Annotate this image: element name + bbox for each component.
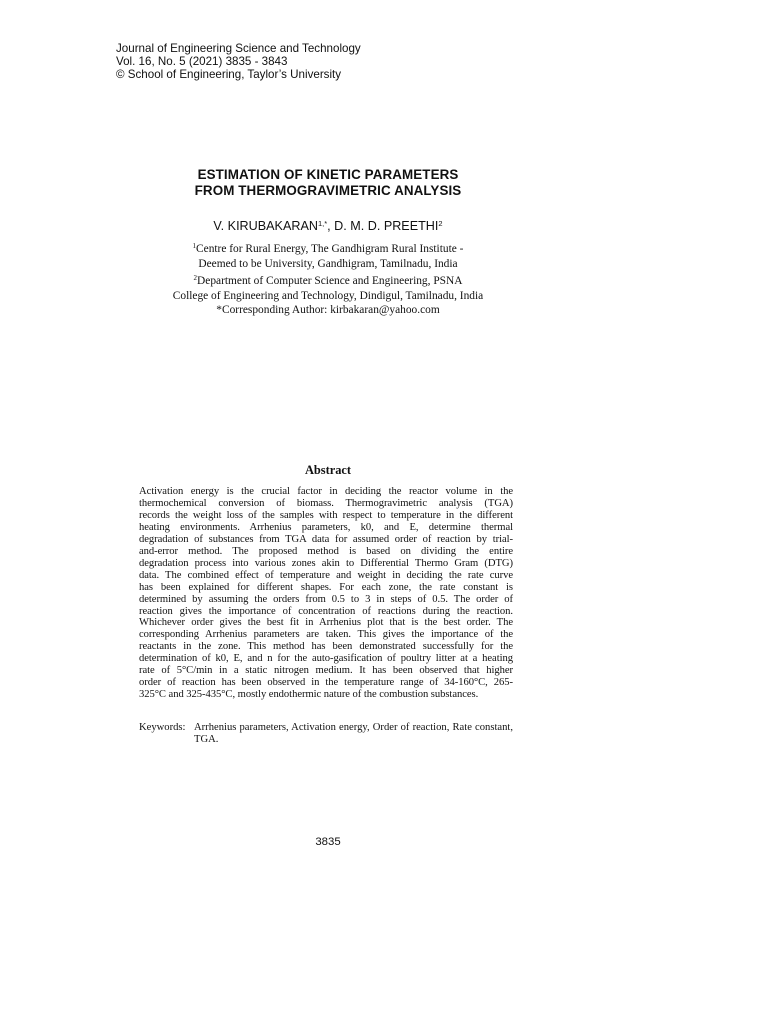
abstract-line: thermochemical conversion of biomass. Thermogravimetric analysis (TGA) <box>139 497 513 509</box>
affiliation-1-mark: 1 <box>192 242 197 250</box>
corresponding-author: *Corresponding Author: kirbakaran@yahoo.com <box>216 304 440 317</box>
journal-name: Journal of Engineering Science and Technology <box>116 42 361 55</box>
affiliation-1-line-2: Deemed to be University, Gandhigram, Tamilnadu, India <box>198 257 458 270</box>
abstract-line: rate of 5°C/min in a static nitrogen medium. It has been observed that higher <box>139 665 513 677</box>
author-2-affiliation-mark: 2 <box>438 219 443 228</box>
abstract-line: degradation process into various zones akin to Differential Thermo Gram (DTG) <box>139 557 513 569</box>
affiliation-2-line-2: College of Engineering and Technology, Dindigul, Tamilnadu, India <box>172 289 484 302</box>
abstract-line: and-error method. The proposed method is based on dividing the entire <box>139 545 513 557</box>
title-line-2: FROM THERMOGRAVIMETRIC ANALYSIS <box>194 183 462 198</box>
abstract-line: Activation energy is the crucial factor in deciding the reactor volume in the <box>139 486 513 497</box>
abstract-line: Whichever order gives the best fit in Arrhenius plot that is the best order. The <box>139 617 513 629</box>
journal-header <box>116 42 361 82</box>
author-1: V. KIRUBAKARAN <box>213 219 318 233</box>
abstract-heading: Abstract <box>304 463 352 477</box>
abstract-line: determination of k0, E, and n for the auto-gasification of poultry litter at a heating <box>139 653 513 665</box>
author-2: D. M. D. PREETHI <box>334 219 439 233</box>
abstract-line: degradation of substances from TGA data for assumed order of reaction by trial- <box>139 533 513 545</box>
affiliation-2-mark: 2 <box>193 274 198 283</box>
abstract-line: reactants in the zone. This method has been demonstrated successfully for the <box>139 641 513 653</box>
author-separator: , <box>327 219 335 233</box>
affiliation-1-line-1 <box>0 239 656 257</box>
author-1-affiliation-mark: 1,* <box>317 219 328 228</box>
page-number: 3835 <box>315 836 341 848</box>
journal-copyright: © School of Engineering, Taylor’s University <box>116 68 342 82</box>
keywords-text: Arrhenius parameters, Activation energy, Order of reaction, Rate constant, TGA. <box>194 722 513 745</box>
affiliation-1-text: Centre for Rural Energy, The Gandhigram Rural Institute - <box>196 243 464 255</box>
keywords-label: Keywords: <box>139 722 186 733</box>
abstract-line: order of reaction has been observed in the temperature range of 34-160°C, 265- <box>139 677 513 689</box>
journal-volume: Vol. 16, No. 5 (2021) 3835 - 3843 <box>116 55 288 69</box>
abstract-line: data. The combined effect of temperature and weight in deciding the rate curve <box>139 569 513 581</box>
title-line-1: ESTIMATION OF KINETIC PARAMETERS <box>197 167 459 182</box>
paper-title <box>0 167 656 199</box>
author-list <box>0 216 656 234</box>
abstract-body <box>139 486 513 701</box>
keywords-section <box>139 722 513 746</box>
abstract-line: determined by assuming the orders from 0.5 to 3 in steps of 0.5. The order of <box>139 593 513 605</box>
abstract-line: has been explained for different shapes. For each zone, the rate constant is <box>139 581 513 593</box>
abstract-line: reaction gives the importance of concentration of reactions during the reaction. <box>139 605 513 617</box>
abstract-line: 325°C and 325-435°C, mostly endothermic nature of the combustion substances. <box>139 689 479 701</box>
affiliation-2-text: Department of Computer Science and Engineering, PSNA <box>197 275 463 288</box>
abstract-line: heating environments. Arrhenius parameters, k0, and E, determine thermal <box>139 521 513 533</box>
affiliation-2-line-1 <box>0 271 656 289</box>
abstract-line: corresponding Arrhenius parameters are taken. This gives the importance of the <box>139 629 513 641</box>
abstract-line: records the weight loss of the samples with respect to temperature in the different <box>139 509 513 521</box>
affiliations <box>0 239 656 318</box>
